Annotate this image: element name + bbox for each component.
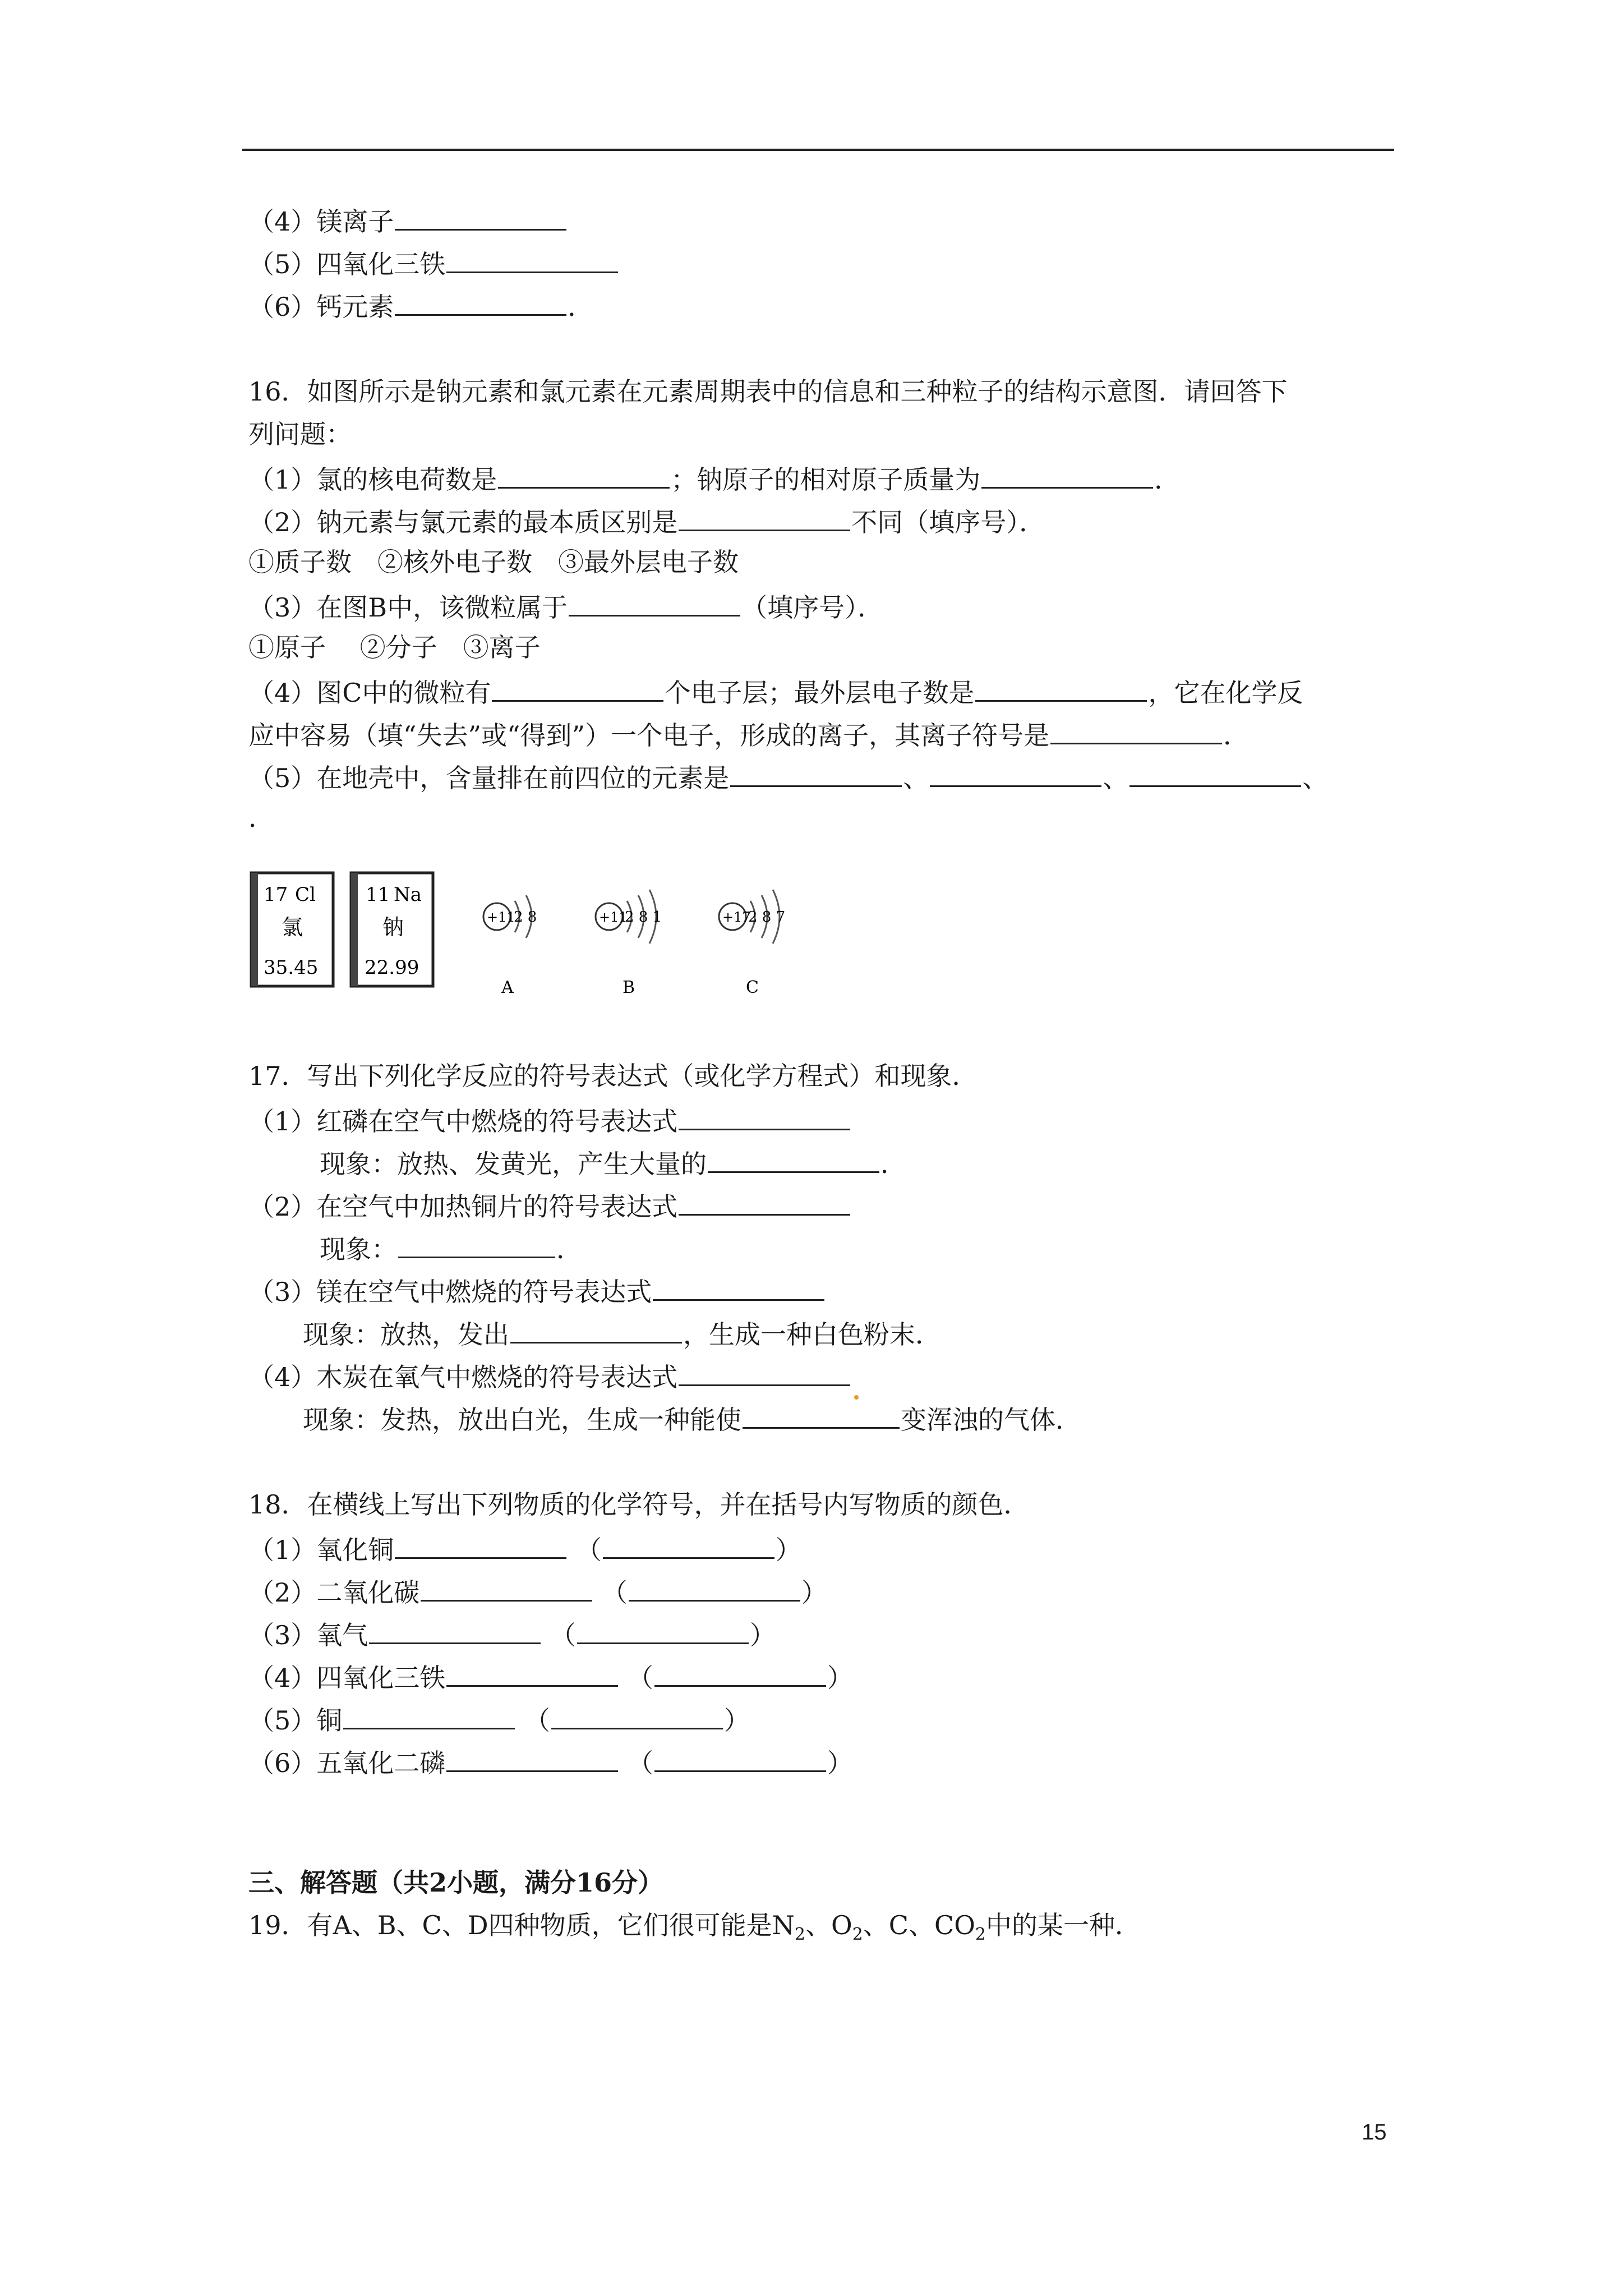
atom-structure-b [596,890,662,997]
card-number: 11 [366,884,390,906]
element-structure-figure [247,868,830,997]
q17-item-1: （1）红磷在空气中燃烧的符号表达式 [248,1102,851,1138]
answer-blank[interactable] [975,673,1147,702]
card-number: 17 [264,884,288,906]
answer-blank[interactable] [498,460,670,489]
atom-structure-a [483,895,537,997]
answer-blank[interactable] [679,1187,850,1216]
nucleus-label: +11 [487,909,515,925]
card-symbol: Cl [295,884,316,906]
card-mass: 35.45 [264,956,319,979]
answer-blank[interactable] [679,1358,850,1386]
formula-blank[interactable] [446,1658,618,1687]
diagram-label: C [746,978,759,997]
q16-stem-1: 16．如图所示是钠元素和氯元素在元素周期表中的信息和三种粒子的结构示意图．请回答下 [248,376,1288,407]
q18-item-2: （2）二氧化碳 （ ） [248,1573,827,1609]
nucleus-label: +11 [599,909,628,925]
answer-blank[interactable] [569,588,740,616]
answer-blank[interactable] [510,1315,682,1343]
formula-blank[interactable] [421,1573,592,1602]
answer-blank[interactable] [1050,716,1222,744]
answer-blank[interactable] [679,1102,850,1130]
element-card-chlorine [251,873,333,986]
q16-part-3-options: ①原子 ②分子 ③离子 [248,632,541,662]
shell-electrons: 2 8 7 [748,909,786,926]
q19-stem: 19．有A、B、C、D四种物质，它们很可能是$N_2$、$O_2$、C、$CO_2$中的某一种． [248,1910,1141,1945]
color-blank[interactable] [654,1658,826,1687]
q16-part-5: （5）在地壳中，含量排在前四位的元素是 、 、 、 [248,758,1328,795]
q17-item-1-phenomenon: 现象：放热、发黄光，产生大量的 ． [320,1144,906,1181]
card-name: 氯 [282,915,303,940]
answer-blank[interactable] [930,758,1101,787]
card-symbol: Na [394,884,422,906]
answer-blank[interactable] [730,758,902,787]
color-blank[interactable] [603,1530,774,1559]
formula-blank[interactable] [369,1616,541,1644]
q18-stem: 18．在横线上写出下列物质的化学符号，并在括号内写物质的颜色． [248,1489,1030,1520]
formula-blank[interactable] [446,1743,618,1772]
section-heading: 三、解答题（共2小题，满分16分） [248,1867,664,1898]
answer-blank[interactable] [708,1144,879,1173]
formula-blank[interactable] [395,1530,566,1559]
q16-part-4: （4）图C中的微粒有 个电子层；最外层电子数是 ，它在化学反 [248,673,1303,710]
element-card-sodium [351,873,433,986]
q17-stem: 17．写出下列化学反应的符号表达式（或化学方程式）和现象． [248,1061,978,1091]
q18-item-5: （5）铜 （ ） [248,1701,750,1737]
q16-part-2: （2）钠元素与氯元素的最本质区别是 不同（填序号）． [248,503,1045,539]
q17-item-4: （4）木炭在氧气中燃烧的符号表达式 [248,1358,851,1394]
q17-item-2-phenomenon: 现象： ． [320,1230,582,1266]
answer-blank[interactable] [395,202,566,231]
card-name: 钠 [382,915,404,940]
q17-item-3-phenomenon: 现象：放热，发出 ，生成一种白色粉末． [303,1315,941,1351]
answer-blank[interactable] [679,503,850,531]
color-blank[interactable] [629,1573,800,1602]
diagram-label: A [501,978,514,997]
q15-item-4: （4）镁离子 [248,202,568,238]
atom-structure-c [719,890,785,997]
q15-item-5: （5）四氧化三铁 [248,245,619,281]
answer-blank[interactable] [653,1272,824,1301]
q16-stem-2: 列问题： [248,419,352,449]
q18-item-6: （6）五氧化二磷 （ ） [248,1743,853,1780]
q17-item-4-phenomenon: 现象：发热，放出白光，生成一种能使 变浑浊的气体． [303,1400,1081,1437]
q16-part-3: （3）在图B中，该微粒属于 （填序号）． [248,588,883,624]
q15-item-6: （6）钙元素 ． [248,287,593,324]
q16-part-5-end: ． [248,803,274,833]
page-number: 15 [1362,2120,1387,2145]
q17-item-2: （2）在空气中加热铜片的符号表达式 [248,1187,851,1223]
q17-item-3: （3）镁在空气中燃烧的符号表达式 [248,1272,826,1309]
color-blank[interactable] [577,1616,749,1644]
diagram-label: B [623,978,635,997]
answer-blank[interactable] [1129,758,1301,787]
q18-item-3: （3）氧气 （ ） [248,1616,776,1652]
color-blank[interactable] [551,1701,723,1729]
q16-part-2-options: ①质子数 ②核外电子数 ③最外层电子数 [248,547,739,577]
answer-blank[interactable] [395,287,566,316]
formula-blank[interactable] [343,1701,515,1729]
q16-part-4-cont: 应中容易（填“失去”或“得到”）一个电子，形成的离子，其离子符号是 ． [248,716,1249,752]
header-rule [242,149,1394,151]
answer-blank[interactable] [743,1400,900,1429]
answer-blank[interactable] [981,460,1153,489]
color-blank[interactable] [654,1743,826,1772]
stray-mark [854,1395,859,1400]
card-mass: 22.99 [365,956,419,979]
nucleus-label: +17 [722,909,751,925]
shell-electrons: 2 8 1 [625,909,662,926]
answer-blank[interactable] [446,245,618,273]
q16-part-1: （1）氯的核电荷数是 ；钠原子的相对原子质量为 ． [248,460,1180,496]
q18-item-1: （1）氧化铜 （ ） [248,1530,801,1567]
answer-blank[interactable] [398,1230,555,1258]
q18-item-4: （4）四氧化三铁 （ ） [248,1658,853,1695]
answer-blank[interactable] [492,673,663,702]
shell-electrons: 2 8 [514,909,537,926]
